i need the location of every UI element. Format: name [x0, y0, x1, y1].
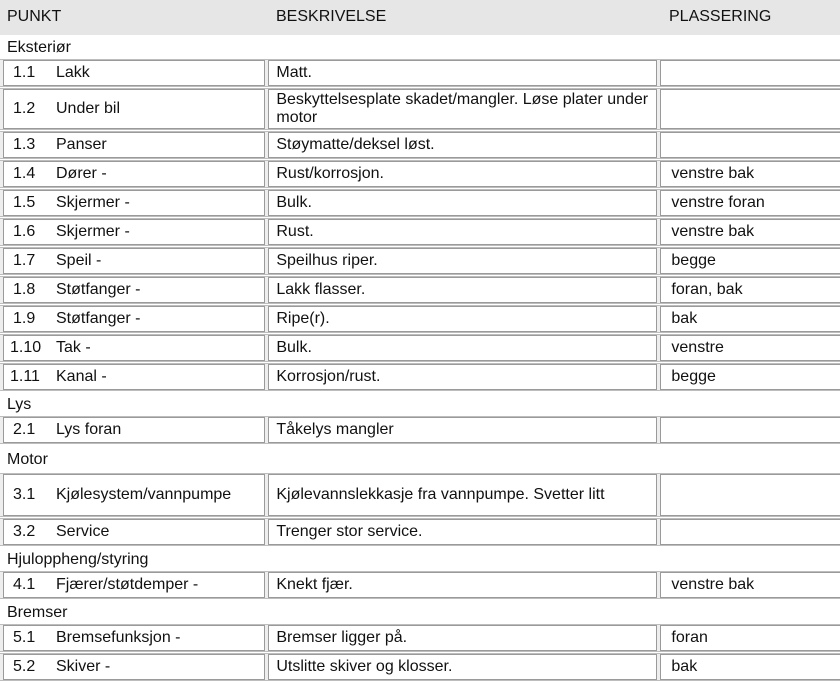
item-placement: begge	[671, 252, 716, 269]
table-row	[0, 131, 840, 159]
item-number: 3.1	[13, 486, 36, 503]
cell-beskrivelse	[268, 89, 657, 129]
cell-punkt	[3, 625, 265, 651]
item-placement: bak	[671, 310, 698, 327]
section-title: Lys	[0, 392, 840, 416]
item-number: 1.1	[13, 64, 36, 81]
cell-beskrivelse	[268, 161, 657, 187]
item-number: 1.8	[13, 281, 36, 298]
item-name: Bremsefunksjon -	[56, 629, 181, 646]
cell-punkt	[3, 417, 265, 443]
cell-plassering	[660, 306, 840, 332]
cell-plassering	[660, 654, 840, 680]
cell-punkt	[3, 248, 265, 274]
item-description: Beskyttelsesplate skadet/mangler. Løse plater under motor	[276, 91, 649, 126]
item-number: 5.1	[13, 629, 36, 646]
cell-beskrivelse	[268, 277, 657, 303]
item-number: 1.4	[13, 165, 36, 182]
cell-plassering	[660, 190, 840, 216]
cell-plassering	[660, 89, 840, 129]
cell-plassering	[660, 277, 840, 303]
cell-beskrivelse	[268, 417, 657, 443]
cell-beskrivelse	[268, 654, 657, 680]
item-description: Speilhus riper.	[276, 252, 378, 269]
header-plassering: PLASSERING	[669, 8, 772, 25]
cell-punkt	[3, 219, 265, 245]
item-name: Under bil	[56, 100, 121, 117]
cell-plassering	[660, 572, 840, 598]
item-placement: venstre	[671, 339, 724, 356]
item-description: Rust.	[276, 223, 314, 240]
cell-punkt	[3, 306, 265, 332]
cell-beskrivelse	[268, 364, 657, 390]
item-name: Skjermer -	[56, 194, 130, 211]
item-placement: foran, bak	[671, 281, 743, 298]
table-row	[0, 518, 840, 546]
table-row	[0, 416, 840, 444]
table-row	[0, 571, 840, 599]
header-punkt: PUNKT	[7, 8, 62, 25]
item-number: 5.2	[13, 658, 36, 675]
table-row	[0, 363, 840, 391]
cell-punkt	[3, 190, 265, 216]
item-placement: venstre bak	[671, 165, 755, 182]
cell-punkt	[3, 132, 265, 158]
section-title: Eksteriør	[0, 35, 840, 59]
item-description: Lakk flasser.	[276, 281, 366, 298]
item-number: 1.11	[10, 368, 40, 385]
item-placement: venstre bak	[671, 223, 755, 240]
item-description: Bulk.	[276, 339, 312, 356]
item-number: 1.7	[13, 252, 36, 269]
item-placement: begge	[671, 368, 716, 385]
table-header	[0, 0, 840, 35]
cell-plassering	[660, 132, 840, 158]
item-name: Panser	[56, 136, 107, 153]
item-number: 1.10	[10, 339, 42, 356]
item-description: Tåkelys mangler	[276, 421, 394, 438]
item-name: Service	[56, 523, 110, 540]
item-name: Tak -	[56, 339, 91, 356]
cell-plassering	[660, 474, 840, 516]
cell-plassering	[660, 161, 840, 187]
item-name: Støtfanger -	[56, 310, 141, 327]
cell-punkt	[3, 654, 265, 680]
cell-punkt	[3, 60, 265, 86]
item-description: Matt.	[276, 64, 312, 81]
item-number: 1.5	[13, 194, 36, 211]
table-row	[0, 276, 840, 304]
cell-beskrivelse	[268, 219, 657, 245]
item-number: 1.2	[13, 100, 36, 117]
table-row	[0, 473, 840, 517]
item-name: Lakk	[56, 64, 90, 81]
item-name: Lys foran	[56, 421, 122, 438]
item-description: Utslitte skiver og klosser.	[276, 658, 453, 675]
cell-beskrivelse	[268, 132, 657, 158]
table-row	[0, 334, 840, 362]
section-title: Motor	[0, 445, 840, 473]
item-name: Dører -	[56, 165, 107, 182]
cell-plassering	[660, 519, 840, 545]
cell-plassering	[660, 60, 840, 86]
cell-beskrivelse	[268, 190, 657, 216]
item-description: Ripe(r).	[276, 310, 330, 327]
section-title: Bremser	[0, 600, 840, 624]
item-name: Kanal -	[56, 368, 107, 385]
cell-punkt	[3, 519, 265, 545]
cell-beskrivelse	[268, 248, 657, 274]
item-name: Skjermer -	[56, 223, 130, 240]
item-description: Bulk.	[276, 194, 312, 211]
table-row	[0, 160, 840, 188]
cell-punkt	[3, 277, 265, 303]
item-number: 2.1	[13, 421, 36, 438]
item-placement: foran	[671, 629, 708, 646]
cell-beskrivelse	[268, 572, 657, 598]
cell-punkt	[3, 474, 265, 516]
cell-punkt	[3, 572, 265, 598]
cell-plassering	[660, 219, 840, 245]
table-row	[0, 624, 840, 652]
cell-beskrivelse	[268, 60, 657, 86]
item-name: Skiver -	[56, 658, 111, 675]
cell-beskrivelse	[268, 519, 657, 545]
table-row	[0, 305, 840, 333]
cell-plassering	[660, 248, 840, 274]
item-description: Korrosjon/rust.	[276, 368, 381, 385]
table-row	[0, 59, 840, 87]
item-number: 1.9	[13, 310, 36, 327]
item-name: Støtfanger -	[56, 281, 141, 298]
cell-plassering	[660, 417, 840, 443]
item-name: Speil -	[56, 252, 102, 269]
table-row	[0, 218, 840, 246]
cell-punkt	[3, 89, 265, 129]
item-name: Kjølesystem/vannpumpe	[56, 486, 232, 503]
header-beskrivelse: BESKRIVELSE	[276, 8, 387, 25]
cell-beskrivelse	[268, 306, 657, 332]
item-placement: venstre bak	[671, 576, 755, 593]
item-description: Trenger stor service.	[276, 523, 423, 540]
item-number: 1.3	[13, 136, 36, 153]
table-row	[0, 247, 840, 275]
cell-plassering	[660, 335, 840, 361]
item-number: 1.6	[13, 223, 36, 240]
cell-punkt	[3, 335, 265, 361]
table-row	[0, 189, 840, 217]
cell-punkt	[3, 364, 265, 390]
table-row	[0, 88, 840, 130]
item-description: Kjølevannslekkasje fra vannpumpe. Svetter litt	[276, 486, 605, 503]
cell-beskrivelse	[268, 474, 657, 516]
item-placement: bak	[671, 658, 698, 675]
cell-plassering	[660, 625, 840, 651]
cell-punkt	[3, 161, 265, 187]
cell-plassering	[660, 364, 840, 390]
cell-beskrivelse	[268, 335, 657, 361]
cell-beskrivelse	[268, 625, 657, 651]
item-description: Rust/korrosjon.	[276, 165, 384, 182]
item-description: Knekt fjær.	[276, 576, 353, 593]
item-name: Fjærer/støtdemper -	[56, 576, 199, 593]
item-number: 3.2	[13, 523, 36, 540]
item-placement: venstre foran	[671, 194, 765, 211]
section-title: Hjuloppheng/styring	[0, 547, 840, 571]
item-description: Bremser ligger på.	[276, 629, 408, 646]
inspection-table	[0, 35, 840, 681]
table-row	[0, 653, 840, 681]
item-number: 4.1	[13, 576, 36, 593]
item-description: Støymatte/deksel løst.	[276, 136, 435, 153]
